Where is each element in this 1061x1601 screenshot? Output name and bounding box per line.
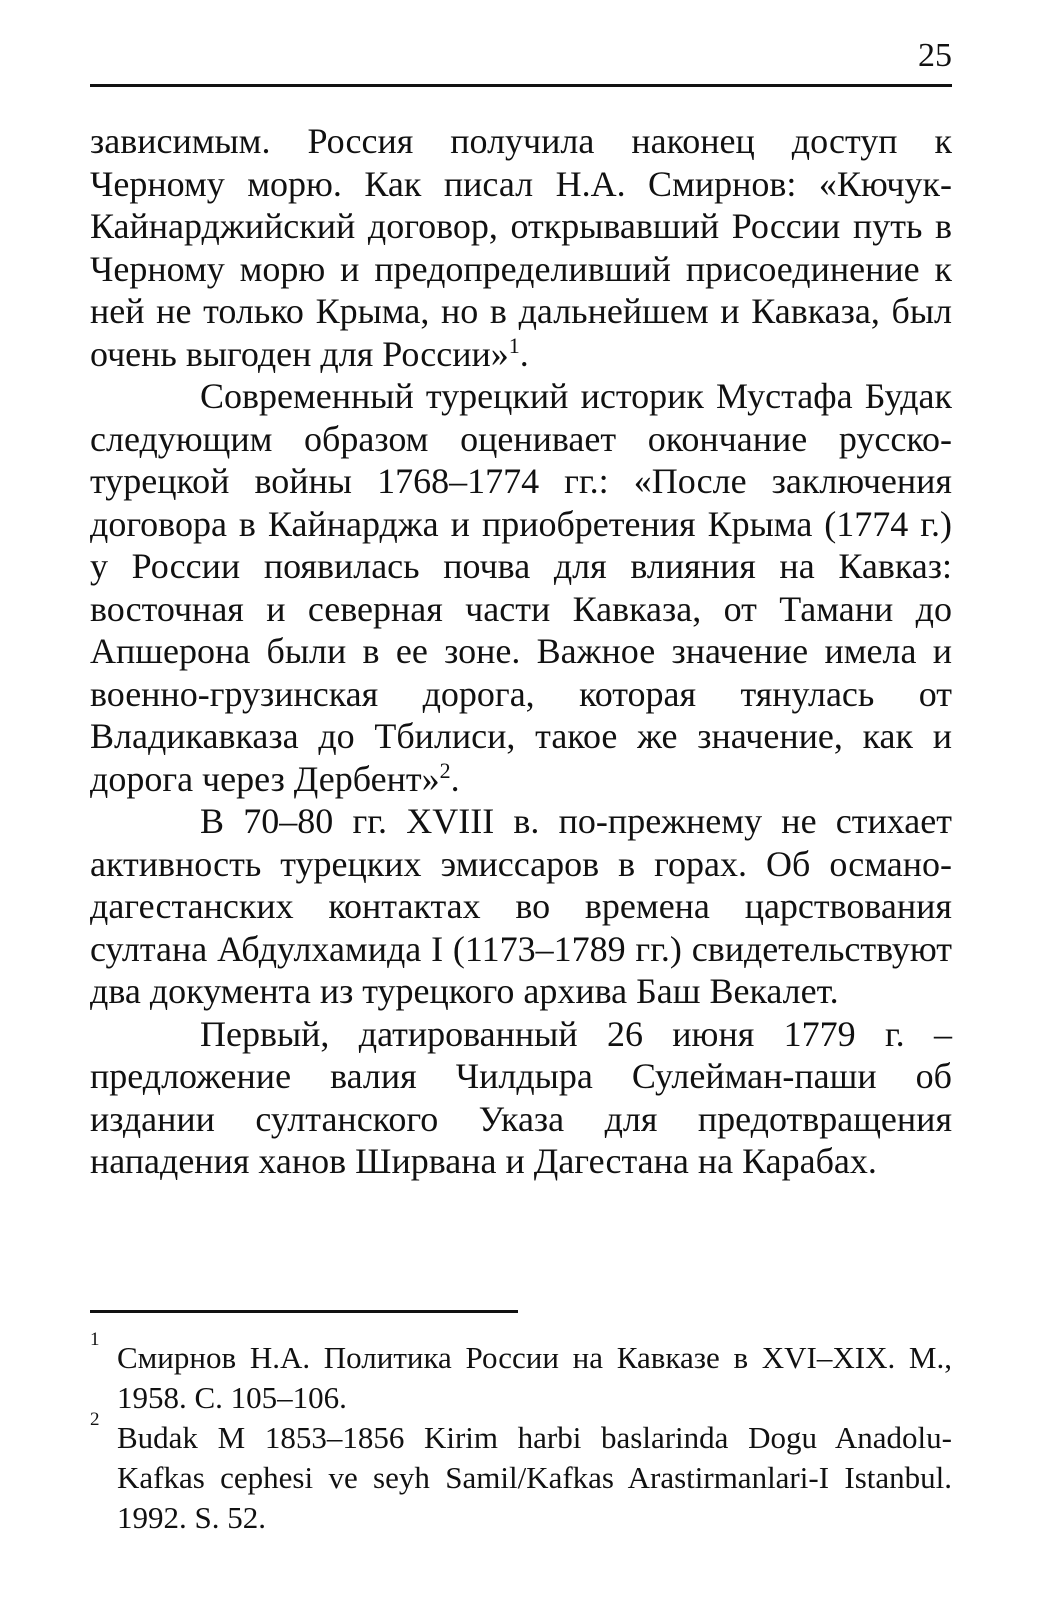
footnote-2 [90,1409,952,1538]
paragraph-2 [90,375,952,800]
footnote-2-text: Budak M 1853–1856 Kirim harbi baslarinda Dogu Anadolu-Kafkas cephesi ve seyh Samil/Kafkas Arastirmanlari-I Istanbul. 1992. S. 52. [117,1420,952,1535]
footnote-1-mark: 1 [90,1329,100,1350]
paragraph-1 [90,120,952,375]
paragraph-1-text: зависимым. Россия получила наконец доступ к Черному морю. Как писал Н.А. Смирнов: «Кючук-Кайнарджийский договор, открывавший России путь в Черному морю и предопределивший присоединение к ней не только Крыма, но в дальнейшем и Кавказа, был очень выгоден для России» [90,121,952,374]
paragraph-1-tail: . [519,333,529,374]
paragraph-2-tail: . [450,758,460,799]
header-rule [90,84,952,87]
footnote-1 [90,1329,952,1418]
footnote-ref-2: 2 [439,757,451,783]
footnote-rule [90,1310,518,1313]
footnotes [90,1329,952,1538]
paragraph-2-text: Современный турецкий историк Мустафа Будак следующим образом оценивает окончание русско-турецкой войны 1768–1774 гг.: «После заключения договора в Кайнарджа и приобретения Крыма (1774 г.) у России появилась почва для влияния на Кавказ: восточная и северная части Кавказа, от Тамани до Апшерона были в ее зоне. Важное значение имела и военно-грузинская дорога, которая тянулась от Владикавказа до Тбилиси, такое же значение, как и дорога через Дербент» [90,376,952,799]
paragraph-4-text: Первый, датированный 26 июня 1779 г. – предложение валия Чилдыра Сулейман-паши об издании султанского Указа для предотвращения нападения ханов Ширвана и Дагестана на Карабах. [90,1013,952,1181]
paragraph-3 [90,800,952,1013]
main-text [90,120,952,1183]
paragraph-3-text: В 70–80 гг. XVIII в. по-прежнему не стихает активность турецких эмиссаров в горах. Об османо-дагестанских контактах во времена царствования султана Абдулхамида I (1173–1789 гг.) свидетельствуют два документа из турецкого архива Баш Векалет. [90,801,952,1011]
footnote-ref-1: 1 [508,332,520,358]
footnote-2-mark: 2 [90,1409,100,1430]
page-number: 25 [918,37,952,74]
book-page [90,0,952,1601]
paragraph-4 [90,1013,952,1183]
footnote-1-text: Смирнов Н.А. Политика России на Кавказе в XVI–XIX. М., 1958. С. 105–106. [117,1340,952,1415]
